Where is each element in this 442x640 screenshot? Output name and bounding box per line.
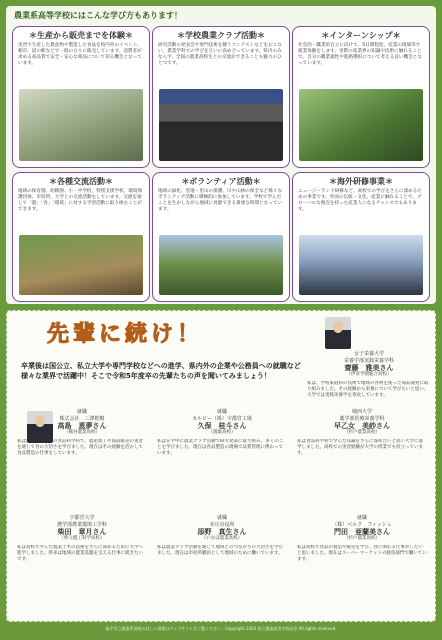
card-exchange bbox=[12, 172, 150, 302]
card-text: 社会的・職業的自立に向けて、5日間程度、産業の現場等で就業体験をします。実際の産業界の知識や技術に触れることで、自分の職業適性や進路選択について考える良い機会となっています。 bbox=[298, 43, 422, 66]
alumni-name: 門田 亜蘭美さん bbox=[334, 528, 390, 536]
card-text: 地域の保育園、幼稚園、小・中学校、特別支援学校、環境保護団体、市役所、大学との交流活動をしています。交流を通じて「農」「食」「環境」に対する学習活動に取り組むことができます。 bbox=[18, 189, 143, 212]
card-title: ＊各種交流活動＊ bbox=[49, 177, 113, 186]
alumni-name: 高島 恵夢さん bbox=[57, 422, 107, 430]
headline: 先輩に続け！ bbox=[47, 322, 204, 347]
footer-text: 取手市立農業系高校の詳しい情報はウェブサイトをご覧ください Copyright 2024 県立農業高等学校長会 All rights reserved. bbox=[105, 626, 337, 631]
alumni-comment: 私は高校で学んだ農業土木の技術をさらに深めるために大学へ進学しました。将来は地域の農業基盤を支える仕事に就きたいです。 bbox=[17, 545, 143, 562]
card-text: ニュージーランド研修など、高校での学びをさらに深めるための事業です。外国の伝統・文化、産業に触れることで、グローバルな視点を持った産業人になるチャンスでもあります。 bbox=[298, 189, 422, 212]
alumni-affiliation: 宇都宮大学 農学部農業環境工学科 bbox=[56, 515, 107, 528]
internship-photo bbox=[299, 89, 423, 161]
alumni-section bbox=[6, 310, 436, 622]
card-volunteer bbox=[152, 172, 290, 302]
alumni-comment: 私は、学校家庭科の技術で地域の食材を使った商品開発に取り組みました。その経験から栄養について学びたいと思い、大学では実践栄養学を専攻しています。 bbox=[307, 381, 429, 398]
alumni-school: （鴻巣高校） bbox=[208, 430, 236, 435]
alumni-school: （熊谷農業高校） bbox=[64, 430, 100, 435]
alumni-school: （いなほ農業高校） bbox=[201, 536, 243, 541]
card-sales bbox=[12, 26, 150, 168]
alumni-comment: 私は熊谷農業高校の食品科学科で、農産加工や商品販売の実習を通じて食の大切さを学びました。現在はその経験を活かして食品製造の仕事をしています。 bbox=[17, 439, 143, 456]
alumni-profile bbox=[297, 409, 427, 499]
alumni-affiliation: 就職 株式会社 三澤乾鴨 bbox=[59, 409, 105, 422]
card-title: ＊学校農業クラブ活動＊ bbox=[177, 31, 265, 40]
alumni-affiliation: 就職 本庄市役所 bbox=[209, 515, 235, 528]
alumni-comment: 私は高校で食品の製造や販売を学び、食に関わる仕事がしたいと思いました。現在はスーパーマーケットの鮮魚部門で働いています。 bbox=[297, 545, 427, 562]
alumni-profile bbox=[17, 409, 147, 499]
card-overseas bbox=[292, 172, 430, 302]
alumni-comment: 私は農業クラブ活動を通じて地域とのつながりの大切さを学びました。現在は市役所職員として地域のために働いています。 bbox=[157, 545, 283, 556]
alumni-name: 齋藤 雅美さん bbox=[344, 364, 394, 372]
card-title: ＊インターンシップ＊ bbox=[321, 31, 401, 40]
card-title: ＊生産から販売までを体験＊ bbox=[29, 31, 133, 40]
card-internship bbox=[292, 26, 430, 168]
alumni-school: （杉戸農業高校） bbox=[344, 536, 380, 541]
alumni-comment: 私は在学中に農業クラブ活動で研究発表に取り組み、多くのことを学びました。現在は食品製造の現場で品質管理に携わっています。 bbox=[157, 439, 284, 456]
card-title: ＊海外研修事業＊ bbox=[329, 177, 393, 186]
alumni-affiliation: 就職 （株）ベルク フィッシュ bbox=[332, 515, 392, 528]
exchange-photo bbox=[19, 235, 143, 295]
alumni-name: 添野 真生さん bbox=[197, 528, 247, 536]
alumni-name: 柴田 章月さん bbox=[57, 528, 107, 536]
sales-photo bbox=[19, 89, 143, 161]
lead-text: 卒業後は国公立、私立大学や専門学校などへの進学、県内外の企業や公務員への就職など様々な業界で活躍中！そこで令和5年度卒の先輩たちの声を聞いてみましょう！ bbox=[21, 362, 301, 380]
alumni-school: （秩父農工科学高校） bbox=[59, 536, 105, 541]
alumni-school: （伊奈学園総合高校） bbox=[346, 372, 392, 377]
alumni-name: 早乙女 美紗さん bbox=[334, 422, 390, 430]
section-banner: 農業系高等学校にはこんな学び方もあります！ bbox=[14, 11, 182, 20]
card-text: 実習で生産した農産物や製造した食品を校内外のイベント、朝市、道の駅などで一般の方々に販売しています。消費者が求める高品質で安全・安心な商品について知る機会となっています。 bbox=[18, 43, 142, 66]
activities-section bbox=[6, 6, 436, 304]
alumni-profile bbox=[157, 409, 287, 499]
card-text: 地域の緑化、里地・里山の保護、川や山林の保全など様々なボランティア活動に積極的に参加しています。学校で学んだことを生かしながら地域に貢献できる貴重な時間となっています。 bbox=[158, 189, 283, 212]
alumni-comment: 私は食品科学科で学んだ知識をさらに深めたいと思い大学に進学しました。高校での実習経験が大学の授業でも役立っています。 bbox=[297, 439, 423, 456]
card-title: ＊ボランティア活動＊ bbox=[181, 177, 261, 186]
club-photo bbox=[159, 89, 283, 161]
overseas-photo bbox=[299, 235, 423, 295]
avatar bbox=[325, 317, 351, 349]
alumni-affiliation: 城西大学 薬学部医療栄養学科 bbox=[339, 409, 385, 422]
alumni-name: 久保 桂斗さん bbox=[197, 422, 247, 430]
card-text: 研究活動の発表会や専門技術を競うコンテストなどをおこない、農業学科での学びを互いに高め合っています。県内のみならず、全国の農業高校生との交流ができることも魅力のひとつです。 bbox=[158, 43, 282, 66]
card-club bbox=[152, 26, 290, 168]
volunteer-photo bbox=[159, 235, 283, 295]
alumni-profile bbox=[297, 515, 427, 605]
alumni-affiliation: 就職 カルビー（株）宇都宮工場 bbox=[192, 409, 252, 422]
alumni-affiliation: 女子栄養大学 栄養学部実践栄養学科 bbox=[343, 351, 394, 364]
alumni-profile bbox=[17, 515, 147, 605]
alumni-profile bbox=[157, 515, 287, 605]
alumni-school: （杉戸農業高校） bbox=[344, 430, 380, 435]
